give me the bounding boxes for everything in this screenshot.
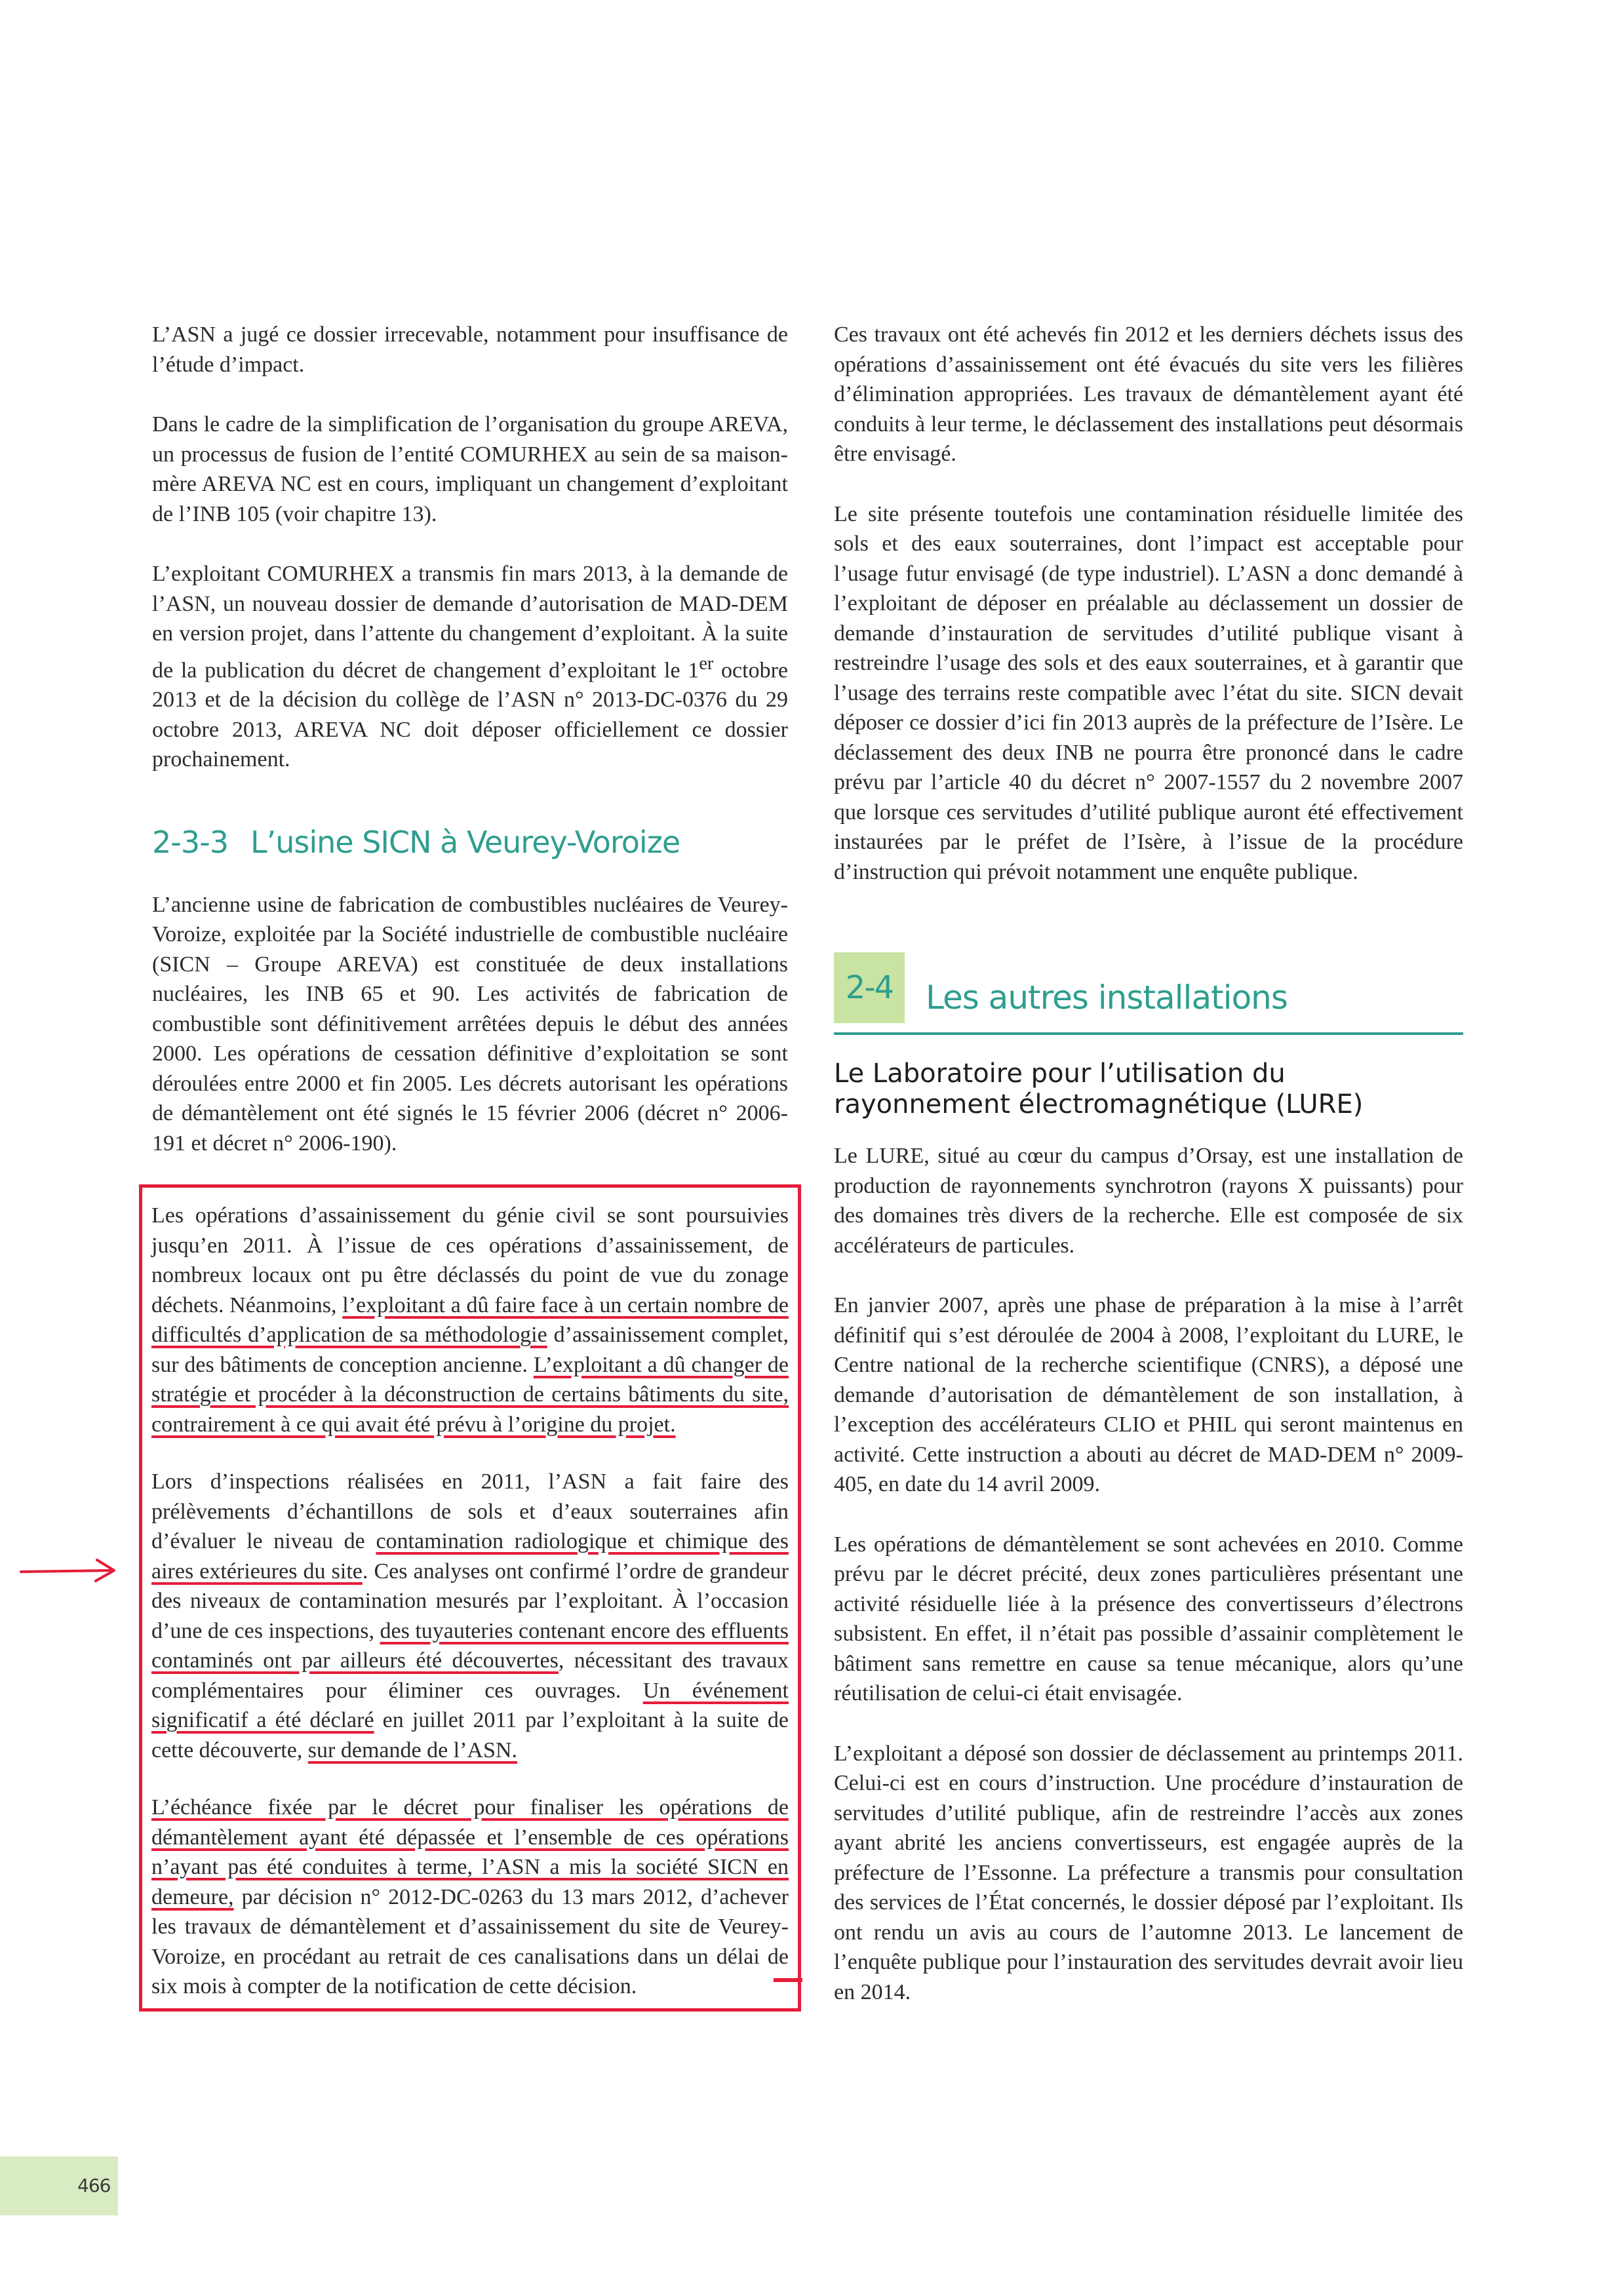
paragraph: Lors d’inspections réalisées en 2011, l’ASN a fait faire des prélèvements d’échantillons de sols et d’eaux souterraines afin d’évaluer le niveau de contamination radiologique et chimique des aires extérieures du site. Ces analyses ont confirmé l’ordre de grandeur des niveaux de contamination mesurés par l’exploitant. À l’occasion d’une de ces inspections, des tuyauteries contenant encore des effluents contaminés ont par ailleurs été découvertes, nécessitant des travaux complémentaires pour éliminer ces ouvrages. Un événement significatif a été déclaré en juillet 2011 par l’exploitant à la suite de cette découverte, sur demande de l’ASN.: [151, 1469, 789, 1762]
paragraph: L’exploitant a déposé son dossier de déclassement au printemps 2011. Celui-ci est en cours d’instruction. Une procédure d’instauration de servitudes d’utilité publique, afin de restreindre l’accès aux zones ayant abrité les anciens convertisseurs, est engagée auprès de la préfecture de l’Essonne. La préfecture a transmis pour consultation des services de l’État concernés, le dossier déposé par l’exploitant. Ils ont rendu un avis au cours de l’automne 2013. Le lancement de l’enquête publique pour l’instauration des servitudes devrait avoir lieu en 2014.: [834, 1741, 1463, 2004]
superscript: er: [699, 653, 714, 674]
paragraph: Dans le cadre de la simplification de l’organisation du groupe AREVA, un processus de fusion de l’entité COMURHEX au sein de sa maison-mère AREVA NC est en cours, impliquant un changement d’exploitant de l’INB 105 (voir chapitre 13).: [152, 412, 788, 526]
paragraph: L’échéance fixée par le décret pour finaliser les opérations de démantèlement ayant été dépassée et l’ensemble de ces opérations n’ayant pas été conduites à terme, l’ASN a mis la société SICN en demeure, par décision n° 2012-DC-0263 du 13 mars 2012, d’achever les travaux de démantèlement et d’assainissement du site de Veurey-Voroize, en procédant au retrait de ces canalisations dans un délai de six mois à compter de la notification de cette décision.: [151, 1795, 789, 1999]
arrow-right-icon: [20, 1557, 118, 1584]
underlined-text: des tuyauteries contenant encore des effluents contaminés ont par ailleurs été découvertes: [151, 1618, 789, 1673]
underlined-text: contamination radiologique et chimique des aires extérieures du site: [151, 1529, 789, 1584]
section-heading: [152, 825, 788, 860]
chapter-rule: [834, 1032, 1463, 1035]
paragraph: En janvier 2007, après une phase de préparation à la mise à l’arrêt définitif qui s’est déroulée de 2004 à 2008, l’exploitant du LURE, le Centre national de la recherche scientifique (CNRS), a déposé une demande d’autorisation de démantèlement de son installation, à l’exception des accélérateurs CLIO et PHIL qui seront maintenus en activité. Cette instruction a abouti au décret de MAD-DEM n° 2009-405, en date du 14 avril 2009.: [834, 1293, 1463, 1496]
chapter-heading: [834, 952, 1463, 1036]
chapter-title: Les autres installations: [926, 979, 1288, 1017]
paragraph: Le LURE, situé au cœur du campus d’Orsay, est une installation de production de rayonnements synchrotron (rayons X puissants) pour des domaines très divers de la recherche. Elle est composée de six accélérateurs de particules.: [834, 1144, 1463, 1258]
paragraph: Ces travaux ont été achevés fin 2012 et les derniers déchets issus des opérations d’assainissement ont été évacués du site vers les filières d’élimination appropriées. Les travaux de démantèlement ayant été conduits à leur terme, le déclassement des installations peut désormais être envisagé.: [834, 322, 1463, 466]
paragraph: L’ancienne usine de fabrication de combustibles nucléaires de Veurey-Voroize, exploitée par la Société industrielle de combustible nucléaire (SICN – Groupe AREVA) est constituée de deux installations nucléaires, les INB 65 et 90. Les activités de fabrication de combustible sont définitivement arrêtées depuis le début des années 2000. Les opérations de cessation définitive d’exploitation se sont déroulées entre 2000 et fin 2005. Les décrets autorisant les opérations de démantèlement ont été signés le 15 février 2006 (décret n° 2006-191 et décret n° 2006-190).: [152, 892, 788, 1156]
page-number: 466: [77, 2175, 111, 2196]
sub-heading: Le Laboratoire pour l’utilisation du rayonnement électromagnétique (LURE): [834, 1059, 1364, 1119]
paragraph: L’exploitant COMURHEX a transmis fin mars 2013, à la demande de l’ASN, un nouveau dossier de demande d’autorisation de MAD-DEM en version projet, dans l’attente du changement d’exploitant. À la suite de la publication du décret de changement d’exploitant le 1er octobre 2013 et de la décision du collège de l’ASN n° 2013-DC-0376 du 29 octobre 2013, AREVA NC doit déposer officiellement ce dossier prochainement.: [152, 562, 789, 772]
underlined-text: sur demande de l’ASN.: [307, 1738, 517, 1762]
underlined-text: Un événement significatif a été déclaré: [151, 1678, 789, 1733]
paragraph: Le site présente toutefois une contamination résiduelle limitée des sols et des eaux souterraines, dont l’impact est acceptable pour l’usage futur envisagé (de type industriel). L’ASN a donc demandé à l’exploitant de déposer en préalable au déclassement un dossier de demande d’instauration de servitudes d’utilité publique visant à restreindre l’usage des sols et des eaux souterraines, et à garantir que l’usage des terrains reste compatible avec l’état du site. SICN devait déposer ce dossier d’ici fin 2013 auprès de la préfecture de l’Isère. Le déclassement des deux INB ne pourra être prononcé dans le cadre prévu par l’article 40 du décret n° 2007-1557 du 2 novembre 2007 que lorsque ces servitudes d’utilité publique auront été effectivement instaurées par le préfet de l’Isère, à l’issue de la procédure d’instruction qui prévoit notamment une enquête publique.: [834, 501, 1463, 884]
underlined-text: l’exploitant a dû faire face à un certain nombre de difficultés d’application de sa méthodologie: [151, 1293, 789, 1348]
section-number: 2-3-3: [152, 824, 228, 860]
highlight-box: [139, 1184, 801, 2012]
chapter-number: 2-4: [834, 952, 905, 1023]
underlined-text: L’exploitant a dû changer de stratégie et procéder à la déconstruction de certains bâtiments du site, contrairement à ce qui avait été prévu à l’origine du projet.: [151, 1352, 789, 1437]
right-column: [834, 320, 1463, 2037]
ink-stroke: [774, 1978, 802, 1982]
paragraph: L’ASN a jugé ce dossier irrecevable, notamment pour insuffisance de l’étude d’impact.: [152, 322, 788, 377]
section-title: L’usine SICN à Veurey-Voroize: [250, 824, 680, 860]
left-column: [152, 320, 788, 2012]
paragraph: Les opérations d’assainissement du génie civil se sont poursuivies jusqu’en 2011. À l’issue de ces opérations d’assainissement, de nombreux locaux ont pu être déclassés du point de vue du zonage déchets. Néanmoins, l’exploitant a dû faire face à un certain nombre de difficultés d’application de sa méthodologie d’assainissement complet, sur des bâtiments de conception ancienne. L’exploitant a dû changer de stratégie et procéder à la déconstruction de certains bâtiments du site, contrairement à ce qui avait été prévu à l’origine du projet.: [151, 1203, 789, 1437]
paragraph: Les opérations de démantèlement se sont achevées en 2010. Comme prévu par le décret précité, deux zones particulières présentant une activité résiduelle liée à la présence des convertisseurs d’électrons subsistent. En effet, il n’était pas possible d’assainir complètement le bâtiment sans remettre en cause sa tenue mécanique, alors qu’une réutilisation de celui-ci était envisagée.: [834, 1532, 1463, 1705]
underlined-text: L’échéance fixée par le décret pour finaliser les opérations de démantèlement ayant été dépassée et l’ensemble de ces opérations n’ayant pas été conduites à terme, l’ASN a mis la société SICN en demeure,: [151, 1795, 789, 1909]
